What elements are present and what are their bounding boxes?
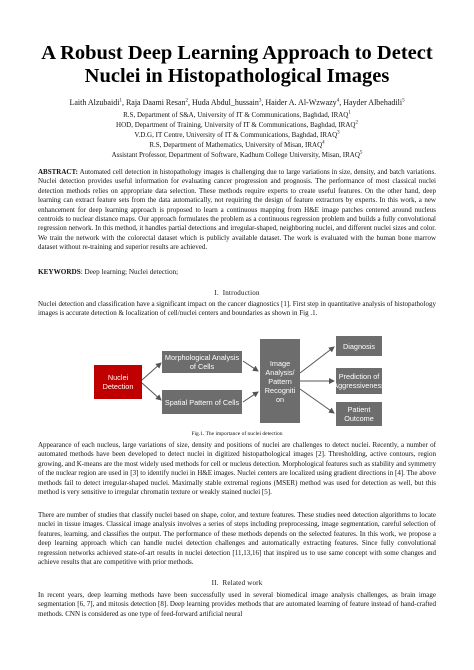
arrow xyxy=(300,389,334,413)
author: Raja Daami Resan$^2$ xyxy=(125,98,188,107)
abstract-text: Automated cell detection in histopathology images is challenging due to large variations in size, density, and batch variations. Nuclei detection provides useful information for evaluating cancer progression and prognosis. The performance of most classical nuclei detection methods relies on appropriate data selection. These methods require experts to create useful features. On the other hand, deep learning can extract feature sets from the data automatically, not requiring the design of feature extractors by experts. In this work, a new enhancement for deep learning approach is proposed to learn a continuous mapping from H&E image patches centered around nucleus centroids to nuclear distance maps. Our approach formulates the problem as a continuous regression problem and builds a fully convolutional regression network. In this method, it handles partial detections and irregular-shaped, neighboring nuclei, and different nuclei sizes and color. We train the network with the colorectal dataset which is publicly available dataset. The work is evaluated with the human bone marrow dataset without re-training and superior results are achieved. xyxy=(38,168,436,252)
affiliation: HOD, Department of Training, University of IT & Communications, Baghdad, IRAQ$^2$ xyxy=(116,120,358,129)
prediction-box: Prediction of Aggressiveness xyxy=(336,368,382,394)
image-analysis-box: Image Analysis/ Pattern Recogniti on xyxy=(260,339,300,423)
arrow xyxy=(142,383,161,400)
arrow xyxy=(243,361,258,371)
body-paragraph: Appearance of each nucleus, large variations of size, density and positions of nuclei are challenges to detect nuclei. Recently, a number of automated methods have been developed to detect nuclei in digitized histopathological images [2]. Thresholding, active contours, region growing, and K-means are the most widely used methods for cell or nucleus detection. Morphological features such as stability and symmetry of the nuclear region are used in [3] to identify nuclei in H&E images. Nuclei centers are localized using gradient directions in [4]. The above methods fail to detect irregular-shaped nuclei. Maximally stable extremal regions (MSER) method was used for detection as well, but this method is very sensitive to irregular chromatin texture or weakly stained nuclei [5]. xyxy=(38,441,436,497)
nuclei-detection-box: Nuclei Detection xyxy=(94,365,142,399)
affiliation-list xyxy=(20,110,454,160)
section-heading-related-work: II. Related work xyxy=(211,579,263,587)
author-list: Laith Alzubaidi$^1$, Raja Daami Resan$^2$, Huda Abdul_hussain$^3$, Haider A. Al-Wzwazy$^4$, Hayder Albehadili$^5$ xyxy=(69,98,405,107)
paper-title: A Robust Deep Learning Approach to Detect Nuclei in Histopathological Images xyxy=(41,42,433,87)
arrow xyxy=(300,347,334,373)
affiliation: R.S, Department of S&A, University of IT & Communications, Baghdad, IRAQ$^1$ xyxy=(123,110,351,119)
body-paragraph: There are number of studies that classify nuclei based on shape, color, and texture features. These studies need detection algorithms to locate nuclei in tissue images. Classical image analysis involves a series of steps including preprocessing, image segmentation, careful selection of features, learning, and classifies the output. The performance of these methods depends on the selected features. In this work, we propose a deep learning approach which can handle nuclei detection challenges and automatically extracting features. Since fully convolutional regression networks achieved state-of-art results in nuclei detection [11,13,16] that inspired us to use same concept with some changes and achieve results that are competitive with prior methods. xyxy=(38,511,436,567)
keywords-label: KEYWORDS xyxy=(38,268,81,276)
arrow xyxy=(142,363,161,380)
abstract-label: ABSTRACT: xyxy=(38,168,78,176)
figure-1 xyxy=(92,333,385,429)
keywords-text: : Deep learning; Nuclei detection; xyxy=(80,268,179,276)
author: Hayder Albehadili$^5$ xyxy=(343,98,405,107)
figure-caption: Fig.1. The importance of nuclei detection xyxy=(191,431,283,437)
author: Laith Alzubaidi$^1$ xyxy=(69,98,122,107)
patient-outcome-box: Patient Outcome xyxy=(336,402,382,426)
author: Huda Abdul_hussain$^3$ xyxy=(191,98,262,107)
body-paragraph: In recent years, deep learning methods have been successfully used in several biomedical image analysis challenges, as brain image segmentation [6, 7], and mitosis detection [8]. Deep learning provides methods that are automated learning of feature instead of hand-crafted methods. CNN is considered as one type of feed-forward artificial neural xyxy=(38,591,436,618)
morphological-analysis-box: Morphological Analysis of Cells xyxy=(162,351,242,373)
spatial-pattern-box: Spatial Pattern of Cells xyxy=(162,390,242,414)
author: Haider A. Al-Wzwazy$^4$ xyxy=(265,98,340,107)
affiliation: Assistant Professor, Department of Software, Kadhum College University, Misan, IRAQ$^5$ xyxy=(111,150,363,159)
abstract xyxy=(38,168,436,253)
section-heading-introduction: I. Introduction xyxy=(214,289,260,297)
arrow xyxy=(243,392,258,402)
diagnosis-box: Diagnosis xyxy=(336,336,382,356)
affiliation: R.S, Department of Mathematics, University of Misan, IRAQ$^4$ xyxy=(149,140,325,149)
affiliation: V.D.G, IT Centre, University of IT & Communications, Baghdad, IRAQ$^3$ xyxy=(134,130,340,139)
intro-paragraph: Nuclei detection and classification have a significant impact on the cancer diagnostics [1]. First step in quantitative analysis of histopathology images is accurate detection & localization of cell/nuclei centers and boundaries as shown in Fig .1. xyxy=(38,300,436,318)
keywords xyxy=(38,268,436,276)
